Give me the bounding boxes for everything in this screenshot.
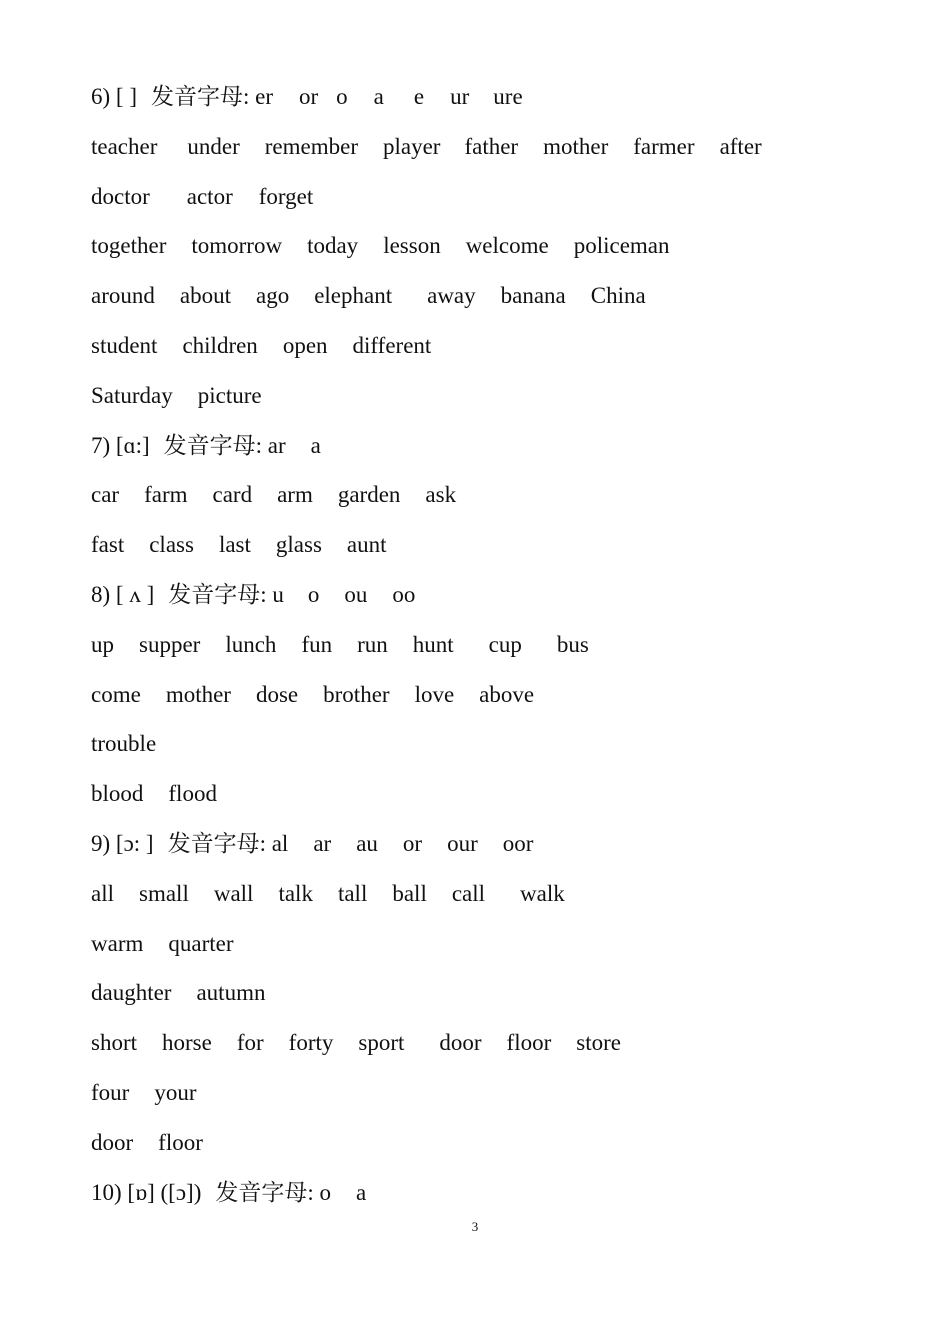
vocab-word: garden [337,482,401,508]
heading-part: 发音字母: o [215,1179,331,1205]
vocab-word: trouble [91,731,157,757]
vocab-word: small [139,880,189,906]
vocab-word: quarter [168,930,234,956]
phoneme-heading [91,570,891,620]
vocab-word: car [91,482,120,508]
vocab-word: glass [275,532,322,558]
vocab-word: supper [139,631,201,657]
vocab-word: talk [278,880,313,906]
heading-part: 9) [ɔ: ] [91,830,154,856]
heading-part: or [299,84,319,109]
word-row [91,321,891,371]
vocab-word: China [590,283,646,309]
vocab-word: class [149,532,194,558]
word-row [91,122,891,172]
vocab-word: last [218,532,251,558]
vocab-word: together [91,233,167,259]
heading-part: oo [392,581,416,607]
vocab-word: doctor [91,183,150,209]
vocab-word: ago [255,283,290,309]
heading-part: a [310,432,321,458]
vocab-word: lunch [225,631,277,657]
word-row [91,271,891,321]
vocab-word: come [91,681,141,707]
vocab-word: picture [197,382,262,408]
vocab-word: around [91,283,155,309]
vocab-word: mother [165,681,231,707]
heading-part: or [402,830,423,856]
vocab-word: today [307,233,359,259]
vocab-word: cup [488,631,522,657]
heading-part: oor [502,830,534,856]
vocab-word: horse [162,1030,212,1056]
vocab-word: banana [500,283,566,309]
vocab-word: four [91,1079,130,1105]
heading-part: 发音字母: u [168,581,284,607]
vocab-word: walk [520,880,565,906]
word-row [91,869,891,919]
vocab-word: under [187,133,240,159]
vocab-word: forget [258,183,314,209]
heading-part: o [336,84,348,109]
vocab-word: aunt [346,532,387,558]
vocab-word: student [91,332,158,358]
word-row [91,1118,891,1168]
vocab-word: hunt [412,631,454,657]
phoneme-heading [91,72,891,122]
vocab-word: mother [543,133,609,159]
word-row [91,470,891,520]
vocab-word: run [357,631,388,657]
vocab-word: brother [323,681,390,707]
phoneme-heading [91,421,891,471]
vocab-word: above [479,681,535,707]
heading-part: ar [313,830,332,856]
vocab-word: fast [91,532,125,558]
vocab-word: fun [301,631,333,657]
heading-part: 8) [ ʌ ] [91,581,155,607]
heading-part: 发音字母: ar [163,432,286,458]
heading-part: our [447,830,478,856]
vocab-word: all [91,880,114,906]
vocab-word: farmer [633,133,695,159]
vocab-word: wall [213,880,254,906]
vocab-word: actor [186,183,233,209]
vocab-word: different [352,332,432,358]
heading-part: ou [344,581,368,607]
vocab-word: ask [425,482,457,508]
vocab-word: tomorrow [191,233,283,259]
vocab-word: warm [91,930,144,956]
word-row [91,670,891,720]
vocab-word: floor [158,1129,203,1155]
vocab-word: love [414,681,455,707]
vocab-word: up [91,631,114,657]
vocab-word: door [91,1129,134,1155]
vocab-word: for [236,1030,264,1056]
vocab-word: daughter [91,980,172,1006]
phoneme-heading [91,1168,891,1218]
vocab-word: elephant [314,283,393,309]
vocab-word: bus [556,631,589,657]
word-row [91,620,891,670]
vocab-word: open [282,332,328,358]
heading-part: a [373,84,384,109]
vocab-word: your [154,1079,197,1105]
word-row [91,769,891,819]
vocab-word: father [464,133,519,159]
heading-part: 发音字母: er [150,84,273,109]
vocab-word: after [719,133,762,159]
vocab-word: call [451,880,486,906]
vocab-word: arm [277,482,313,508]
vocab-word: away [427,283,476,309]
heading-part: ure [493,84,523,109]
vocab-word: player [383,133,441,159]
vocab-word: policeman [573,233,670,259]
vocab-word: lesson [383,233,441,259]
vocab-word: dose [255,681,299,707]
vocab-word: flood [168,781,217,807]
heading-part: e [413,84,425,109]
heading-part: 6) [ ] [91,84,137,109]
vocab-word: about [179,283,231,309]
vocab-word: store [576,1030,621,1056]
phonics-list [91,72,891,1217]
heading-part: 发音字母: al [167,830,289,856]
heading-part: o [307,581,320,607]
word-row [91,221,891,271]
vocab-word: Saturday [91,382,173,408]
page-number: 3 [471,1219,479,1234]
vocab-word: remember [264,133,358,159]
word-row [91,719,891,769]
vocab-word: sport [358,1030,405,1056]
heading-part: 7) [ɑ:] [91,432,150,458]
word-row [91,919,891,969]
word-row [91,520,891,570]
vocab-word: farm [144,482,188,508]
vocab-word: tall [337,880,368,906]
word-row [91,172,891,222]
vocab-word: children [182,332,258,358]
word-row [91,371,891,421]
document-page [91,72,891,1217]
vocab-word: autumn [196,980,266,1006]
vocab-word: blood [91,781,144,807]
vocab-word: forty [288,1030,334,1056]
word-row [91,1068,891,1118]
vocab-word: teacher [91,133,158,159]
heading-part: au [356,830,378,856]
vocab-word: ball [392,880,427,906]
vocab-word: door [439,1030,482,1056]
heading-part: a [356,1179,367,1205]
vocab-word: welcome [465,233,549,259]
vocab-word: short [91,1030,137,1056]
vocab-word: floor [506,1030,552,1056]
phoneme-heading [91,819,891,869]
heading-part: ur [450,84,470,109]
vocab-word: card [212,482,253,508]
word-row [91,1018,891,1068]
word-row [91,968,891,1018]
heading-part: 10) [ɒ] ([ɔ]) [91,1179,202,1205]
